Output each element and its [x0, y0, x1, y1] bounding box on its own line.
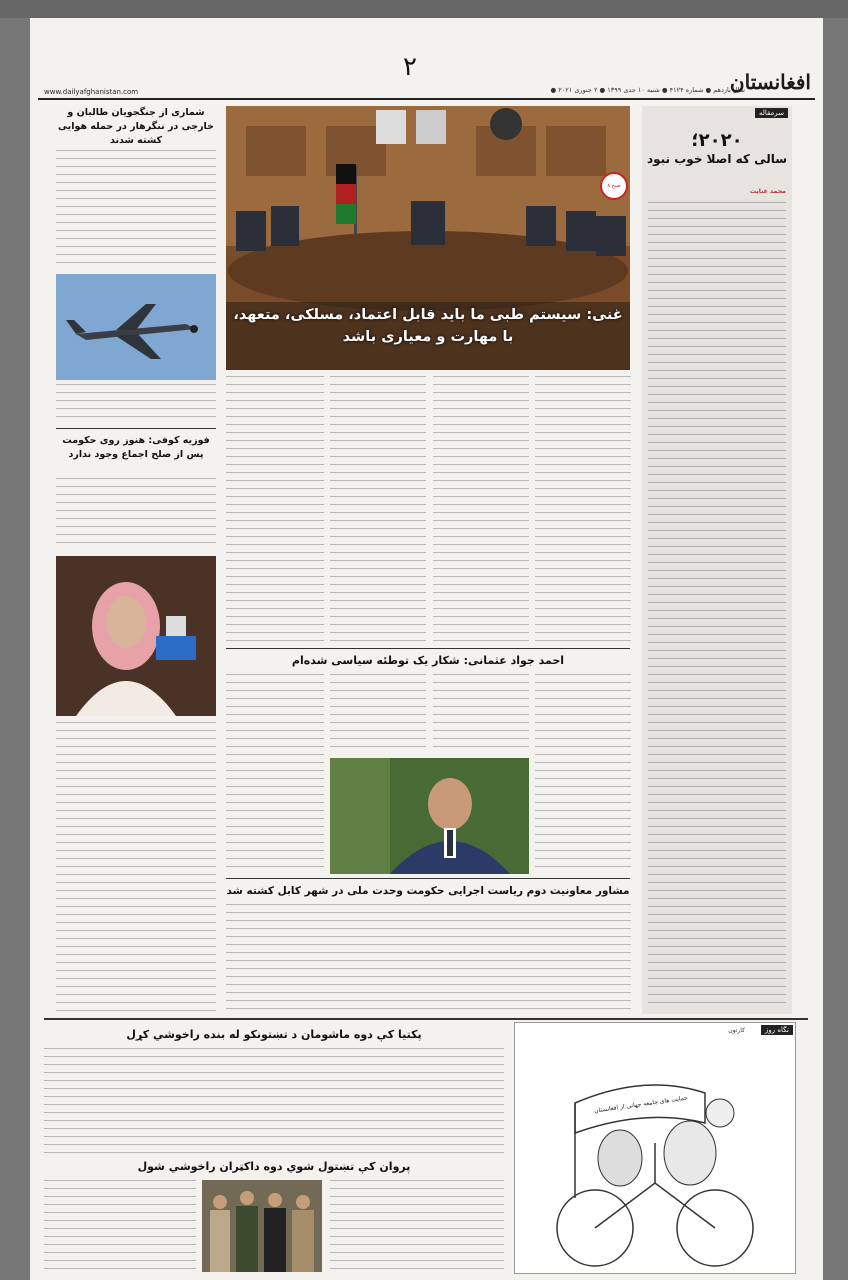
pashto-story-2-text-right	[330, 1180, 504, 1272]
group-illustration	[202, 1180, 322, 1272]
speaker-illustration	[56, 556, 216, 716]
pashto-story-1-text	[44, 1048, 504, 1156]
lead-story-text-col-4	[226, 376, 324, 644]
divider-bottom-story	[226, 878, 630, 879]
mid-story-text-col-2	[433, 674, 529, 754]
divider-pashto-section	[44, 1018, 808, 1020]
cartoon-label: کارتون	[728, 1027, 745, 1034]
pashto-headline-2: پروان کې تښتول شوي دوه داکټران راخوشي شول	[137, 1160, 411, 1173]
editorial-body-text	[648, 202, 786, 1008]
left-mid-body-text	[56, 478, 216, 550]
pashto-headline-1: پکتیا کې دوه ماشومان د تښتونکو له بنده راخوشي کړل	[126, 1028, 422, 1041]
dateline: ● سال یازدهم ● شماره ۴۱۲۴ ● شنبه ۱۰ جدی ۱۳۹۹ ● ۲ جنوری ۲۰۲۱	[550, 86, 745, 94]
pashto-story-2-text-left	[44, 1180, 196, 1272]
osmani-photo	[330, 758, 529, 874]
editorial-headline-text: سالی که اصلا خوب نبود	[646, 152, 788, 166]
left-mid-headline: فوزیه کوفی: هنوز روی حکومت پس از صلح اجماع وجود ندارد	[62, 435, 210, 460]
divider-mid-top	[226, 648, 630, 649]
lead-photo-meeting	[226, 106, 630, 370]
cartoon-illustration	[515, 1023, 795, 1273]
lead-story-text-col-3	[330, 376, 426, 644]
page-number: ۲	[403, 52, 417, 82]
mid-story-text-col-4	[226, 674, 324, 874]
mid-story-text-col-3	[330, 674, 426, 754]
mid-story-text-col-1	[535, 674, 631, 874]
cartoon-box	[514, 1022, 796, 1274]
newspaper-logo: افغانستان	[729, 70, 811, 94]
aircraft-photo	[56, 274, 216, 380]
bottom-story-text	[226, 904, 631, 1012]
lead-photo-caption-overlay: غنی: سیستم طبی ما باید قابل اعتماد، مسلکی، متعهد، با مهارت و معیاری باشد	[233, 307, 623, 345]
doctors-photo	[202, 1180, 322, 1272]
editorial-headline-number: ۲۰۲۰؛	[691, 130, 743, 151]
editorial-headline	[646, 130, 788, 167]
lead-story-text-col-2	[433, 376, 529, 644]
masthead	[38, 52, 815, 100]
portrait-illustration	[330, 758, 529, 874]
cartoon-tag: نگاه روز	[761, 1025, 793, 1035]
divider-left-1	[56, 428, 216, 429]
editorial-tag: سرمقاله	[755, 108, 788, 118]
newspaper-page	[30, 18, 823, 1280]
aircraft-illustration	[56, 274, 216, 380]
cartoon-banner-text: حمایت های جامعه جهانی از افغانستان	[593, 1094, 689, 1115]
bottom-story-headline: مشاور معاونیت دوم ریاست اجرایی حکومت وحدت ملی در شهر کابل کشته شد	[226, 885, 630, 897]
lead-photo-stamp: ۸ صبح	[600, 172, 628, 200]
left-top-body-text	[56, 150, 216, 268]
left-mid-body-text-2	[56, 722, 216, 1012]
editorial-column	[642, 106, 792, 1014]
left-top-headline: شماری از جنگجویان طالبان و خارجی در ننگرهار در حمله هوایی کشته شدند	[58, 107, 214, 146]
lead-story-text-col-1	[535, 376, 631, 644]
left-top-body-text-2	[56, 384, 216, 424]
scanner-top-bar	[0, 0, 848, 18]
editorial-author: محمد عنایت	[749, 188, 786, 195]
mid-story-headline: احمد جواد عثمانی: شکار یک توطئه سیاسی شده‌ام	[291, 654, 565, 667]
website-url: www.dailyafghanistan.com	[44, 88, 139, 96]
fawzia-koofi-photo	[56, 556, 216, 716]
